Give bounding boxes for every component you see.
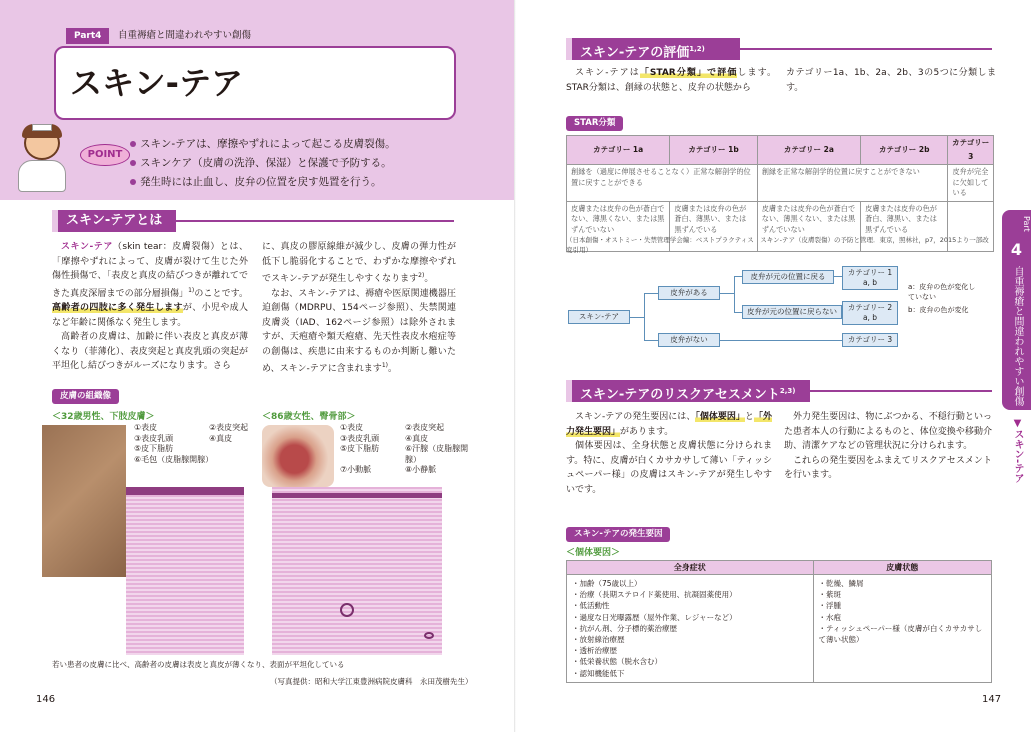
- paragraph-exclusion: なお、スキン-テアは、褥瘡や医原関連機器圧迫創傷（MDRPU、154ページ参照）、失禁関連皮膚炎（IAD、162ページ参照）は除外されますが、天疱瘡や類天疱瘡、先天性表皮水疱症等の創傷は、疾患に由来するものか判断し難いため、スキン-テアに含まれます: [262, 288, 456, 374]
- legend-item: ①表皮: [134, 423, 158, 432]
- list-item: ・ティッシュペーパー様（皮膚が白くカサカサして薄い状態）: [818, 623, 983, 645]
- legend-item: ⑥汗腺（皮脂腺開腺）: [405, 444, 469, 464]
- paragraph-end: 。: [424, 274, 434, 284]
- legend-item: ①表皮: [340, 423, 364, 432]
- factor-subheading: ＜個体要因＞: [566, 548, 621, 558]
- epidermis-band: [126, 487, 244, 495]
- star-cell: 皮膚または皮弁の色が蒼白、薄黒い、または黒ずんでいる: [861, 201, 948, 251]
- page-number: 147: [982, 694, 1002, 705]
- category-sub: a, b: [862, 313, 878, 322]
- definition-tail: が、小児や成人など年齢に関係なく発生します。: [52, 303, 248, 328]
- risk-text-column-2: [784, 410, 992, 483]
- legend-item: ⑦小動脈: [340, 465, 372, 474]
- part-title: 自重褥瘡と間違われやすい創傷: [118, 30, 252, 41]
- point-3: 発生時には止血し、皮弁の位置を戻す処置を行う。: [140, 176, 382, 188]
- section-rule: [176, 220, 454, 222]
- definition-end: のことです。: [194, 288, 248, 299]
- flow-root: スキン-テア: [568, 310, 630, 324]
- point-badge: POINT: [80, 144, 130, 166]
- paragraph: これらの発生要因をふまえてリスクアセスメントを行います。: [784, 455, 992, 480]
- section-heading: スキン-テアとは: [52, 210, 176, 232]
- list-item: ・水疱: [818, 612, 841, 622]
- vein-marker: [424, 632, 434, 639]
- flow-category-1: [842, 266, 898, 290]
- star-table-heading: STAR分類: [566, 116, 623, 131]
- list-item: ・浮腫: [818, 601, 841, 611]
- page-number: 146: [36, 694, 56, 705]
- tab-subtitle: ▼スキン-テア: [1012, 418, 1023, 484]
- list-item: ・抗がん剤、分子標的薬治療歴: [572, 623, 677, 633]
- category-label: カテゴリー 1: [847, 268, 893, 277]
- flow-note-b: b：皮弁の色が変化: [908, 306, 969, 314]
- flow-cannot-return: 皮弁が元の位置に戻らない: [742, 305, 842, 319]
- section-title: スキン-テアのリスクアセスメント: [580, 387, 780, 403]
- text-column-2: [262, 240, 456, 377]
- risk-factor-table: [566, 560, 992, 683]
- text-column-1: [52, 240, 248, 374]
- star-cell: 皮膚または皮弁の色が蒼白、薄黒い、または黒ずんでいる: [670, 201, 757, 251]
- text: します。STAR分類は、創縁の状態と、皮弁の状態から: [566, 68, 776, 93]
- point-2: スキンケア（皮膚の洗浄、保湿）と保護で予防する。: [140, 157, 392, 169]
- figure-2-title: ＜86歳女性、臀骨部＞: [262, 412, 356, 422]
- tab-subtitle-text: スキン-テア: [1012, 429, 1023, 484]
- text: と: [744, 412, 754, 422]
- legend-item: ③表皮乳頭: [340, 433, 380, 443]
- term-skin-tear: スキン-テア: [61, 242, 113, 252]
- right-page: [516, 0, 1031, 732]
- flow-category-2: [842, 301, 898, 325]
- list-item: ・認知機能低下: [572, 668, 625, 678]
- figure-heading: 皮膚の組織像: [52, 389, 119, 404]
- figure-caption: 若い患者の皮膚に比べ、高齢者の皮膚は表皮と真皮が薄くなり、表面が平坦化している: [52, 660, 345, 669]
- histology-elderly: [272, 487, 442, 655]
- flow-note-a: a：皮弁の色が変化していない: [908, 283, 976, 301]
- ref-mark: 1): [188, 286, 195, 294]
- star-col: カテゴリー 1b: [670, 136, 757, 165]
- star-classification-table: [566, 135, 994, 252]
- artery-marker: [340, 603, 354, 617]
- title-box: [54, 46, 456, 120]
- ref-mark: 2,3): [779, 387, 796, 395]
- nurse-illustration: [18, 124, 78, 194]
- ref-mark: 1): [381, 362, 388, 369]
- list-item: ・治療（長期ステロイド薬使用、抗凝固薬使用）: [572, 590, 737, 600]
- list-item: ・紫斑: [818, 590, 841, 600]
- factor-col: 皮膚状態: [813, 561, 992, 575]
- photo-credit: （写真提供：昭和大学江東豊洲病院皮膚科 永田茂樹先生）: [270, 677, 473, 686]
- star-cell: 皮膚または皮弁の色が蒼白でない、薄黒くない、または黒ずんでいない: [567, 201, 670, 251]
- paragraph-end: 。: [387, 364, 397, 374]
- left-page: [0, 0, 515, 732]
- ref-mark: 2): [418, 272, 425, 279]
- flow-category-3: カテゴリー 3: [842, 333, 898, 347]
- text: があります。: [620, 426, 674, 437]
- legend-item: ③表皮乳頭: [134, 433, 174, 443]
- list-item: ・乾燥、鱗屑: [818, 579, 864, 588]
- legend-item: ②表皮突起: [405, 423, 445, 432]
- star-cell: 創縁を正常な解剖学的位置に戻すことができない: [757, 165, 948, 202]
- systemic-list: [567, 575, 814, 683]
- legend-item: ⑤皮下脂肪: [340, 444, 380, 453]
- tab-part-label: Part: [1022, 216, 1031, 232]
- flow-flap-yes: 皮弁がある: [658, 286, 720, 300]
- star-col: カテゴリー 2a: [757, 136, 860, 165]
- paragraph-aging: 高齢者の皮膚は、加齢に伴い表皮と真皮が薄くなり（菲薄化）、表皮突起と真皮乳頭の突起が平坦化し結びつきがルーズになります。さら: [52, 332, 248, 371]
- figure-1-title: ＜32歳男性、下肢皮膚＞: [52, 412, 155, 422]
- list-item: ・加齢（75歳以上）: [572, 579, 642, 588]
- list-item: ・低栄養状態（脱水含む）: [572, 657, 662, 667]
- section-rule: [740, 48, 992, 50]
- legend-item: ④真皮: [209, 433, 233, 443]
- skin-photo-young: [42, 425, 126, 577]
- histology-young: [126, 487, 244, 655]
- star-col: カテゴリー 3: [948, 136, 994, 165]
- point-1: スキン-テアは、摩擦やずれによって起こる皮膚裂傷。: [140, 138, 396, 150]
- list-item: ・低活動性: [572, 601, 610, 611]
- category-label: カテゴリー 2: [847, 303, 893, 312]
- legend-item: ⑧小静脈: [405, 465, 437, 474]
- part-label: Part4: [66, 28, 109, 44]
- flow-flap-no: 皮弁がない: [658, 333, 720, 347]
- epidermis-band: [272, 493, 442, 498]
- paragraph: 外力発生要因は、物にぶつかる、不穏行動といった患者本人の行動によるものと、体位変換や移動介助、清潔ケアなどの管理状況に分けられます。: [784, 412, 992, 451]
- legend-item: ④真皮: [405, 433, 429, 443]
- flow-can-return: 皮弁が元の位置に戻る: [742, 270, 834, 284]
- paragraph-collagen: に、真皮の膠原線維が減少し、皮膚の弾力性が低下し脆弱化することで、わずかな摩擦やずれでスキン-テアが発生しやすくなります: [262, 242, 456, 284]
- star-cell: 皮弁が完全に欠如している: [948, 165, 994, 202]
- tab-part-number: 4: [1010, 240, 1023, 259]
- paragraph: 個体要因は、全身状態と皮膚状態に分けられます。特に、皮膚が白くカサカサして薄い「ティッシュペーパー様」の皮膚はスキン-テアが発生しやすいです。: [566, 441, 772, 495]
- list-item: ・透析治療歴: [572, 646, 617, 656]
- skin-photo-elderly: [262, 425, 334, 487]
- list-item: ・放射線治療歴: [572, 635, 625, 645]
- legend-item: ⑥毛包（皮脂腺開腺）: [134, 454, 214, 464]
- star-col: カテゴリー 2b: [861, 136, 948, 165]
- section-title: スキン-テアの評価: [580, 45, 690, 61]
- page-title: スキン-テア: [70, 64, 243, 102]
- factor-col: 全身症状: [567, 561, 814, 575]
- eval-text-2: カテゴリー1a、1b、2a、2b、3の5つに分類します。: [786, 68, 996, 93]
- star-cell: 皮膚または皮弁の色が蒼白でない、薄黒くない、または黒ずんでいない: [757, 201, 860, 251]
- section-heading: [566, 380, 810, 402]
- table-source: （日本創傷・オストミー・失禁管理学会編：ベストプラクティス スキン-テア（皮膚裂傷）の予防と管理．東京，照林社，p7，2015より一部改変引用）: [566, 236, 989, 254]
- eval-text-1: [566, 66, 776, 95]
- definition-text: （skin tear：皮膚裂傷）とは、「摩擦やずれによって、皮膚が裂けて生じた外傷性損傷で、「表皮と真皮の結びつきが離れてできた真皮深層までの部分層損傷」: [52, 242, 248, 299]
- list-item: ・過度な日光曝露歴（屋外作業、レジャーなど）: [572, 612, 737, 622]
- section-rule: [810, 390, 992, 392]
- legend-item: ⑤皮下脂肪: [134, 444, 174, 453]
- text: スキン-テアの発生要因には、: [575, 412, 696, 422]
- legend-item: ②表皮突起: [209, 423, 249, 432]
- risk-text-column-1: [566, 410, 772, 497]
- ref-mark: 1,2): [689, 45, 705, 53]
- highlight-text: 「STAR分類」で評価: [639, 68, 738, 78]
- star-col: カテゴリー 1a: [567, 136, 670, 165]
- section-heading: [566, 38, 740, 60]
- factor-heading: スキン-テアの発生要因: [566, 527, 670, 542]
- highlight-text: 高齢者の四肢に多く発生します: [52, 303, 183, 313]
- tab-title: 自重褥瘡と間違われやすい創傷: [1012, 266, 1023, 406]
- highlight-text: 「個体要因」: [695, 412, 745, 422]
- category-sub: a, b: [862, 278, 878, 287]
- figure-2-legend: [340, 423, 470, 476]
- highlight-text: 「外力発生要因」: [566, 412, 772, 437]
- text: スキン-テアは: [575, 68, 640, 78]
- star-cell: 創縁を（過度に伸展させることなく）正常な解剖学的位置に戻すことができる: [567, 165, 758, 202]
- skin-list: [813, 575, 992, 683]
